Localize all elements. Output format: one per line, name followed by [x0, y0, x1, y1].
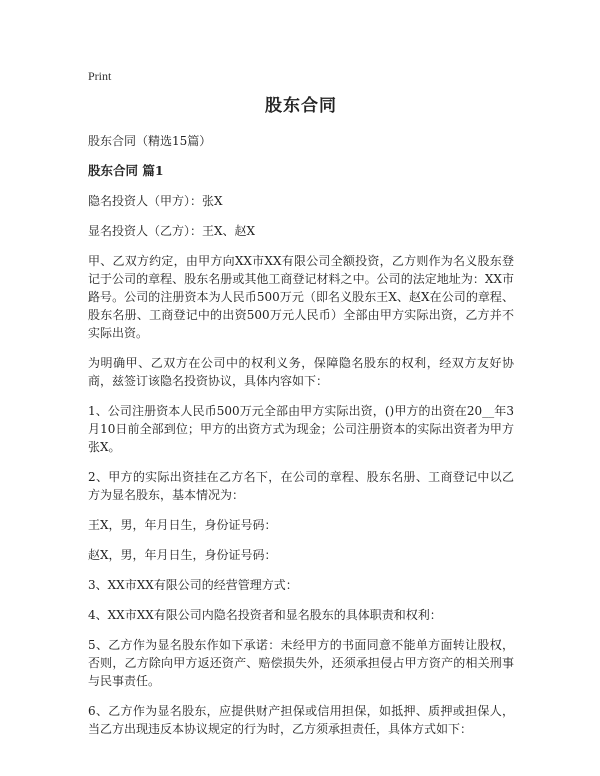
paragraph-clause-1: 1、公司注册资本人民币500万元全部由甲方实际出资，()甲方的出资在20__年3月10日前全部到位；甲方的出资方式为现金；公司注册资本的实际出资者为甲方张X。: [88, 404, 514, 454]
paragraph-nominal-investor: 显名投资人（乙方）：王X、赵X: [88, 224, 256, 238]
paragraph-agreement-intro: 甲、乙双方约定，由甲方向XX市XX有限公司全额投资，乙方则作为名义股东登记于公司的章程、股东名册或其他工商登记材料之中。公司的法定地址为：XX市路号。公司的注册资本为人民币500万元（即名义股东王X、赵X在公司的章程、股东名册、工商登记中的出资500万元人民币）全部由甲方实际出资，乙方并不实际出资。: [88, 254, 514, 340]
paragraph-silent-investor: 隐名投资人（甲方）：张X: [88, 194, 223, 208]
paragraph-clause-4: 4、XX市XX有限公司内隐名投资者和显名股东的具体职责和权利：: [88, 608, 442, 622]
paragraph-clause-2: 2、甲方的实际出资挂在乙方名下，在公司的章程、股东名册、工商登记中以乙方为显名股东，基本情况为：: [88, 470, 514, 502]
document-subtitle: 股东合同（精选15篇）: [88, 134, 212, 148]
paragraph-purpose: 为明确甲、乙双方在公司中的权利义务，保障隐名股东的权利，经双方友好协商，兹签订该隐名投资协议，具体内容如下：: [88, 356, 514, 388]
document-title: 股东合同: [265, 96, 337, 116]
section-heading: 股东合同 篇1: [88, 163, 164, 178]
paragraph-clause-6: 6、乙方作为显名股东，应提供财产担保或信用担保，如抵押、质押或担保人，当乙方出现违反本协议规定的行为时，乙方须承担责任，具体方式如下：: [88, 704, 514, 736]
print-label: Print: [88, 69, 112, 83]
paragraph-shareholder-wang: 王X，男，年月日生，身份证号码：: [88, 518, 277, 532]
paragraph-clause-3: 3、XX市XX有限公司的经营管理方式：: [88, 578, 298, 592]
paragraph-clause-5: 5、乙方作为显名股东作如下承诺：未经甲方的书面同意不能单方面转让股权，否则，乙方除向甲方返还资产、赔偿损失外，还须承担侵占甲方资产的相关刑事与民事责任。: [88, 638, 514, 688]
paragraph-shareholder-zhao: 赵X，男，年月日生，身份证号码：: [88, 548, 277, 562]
